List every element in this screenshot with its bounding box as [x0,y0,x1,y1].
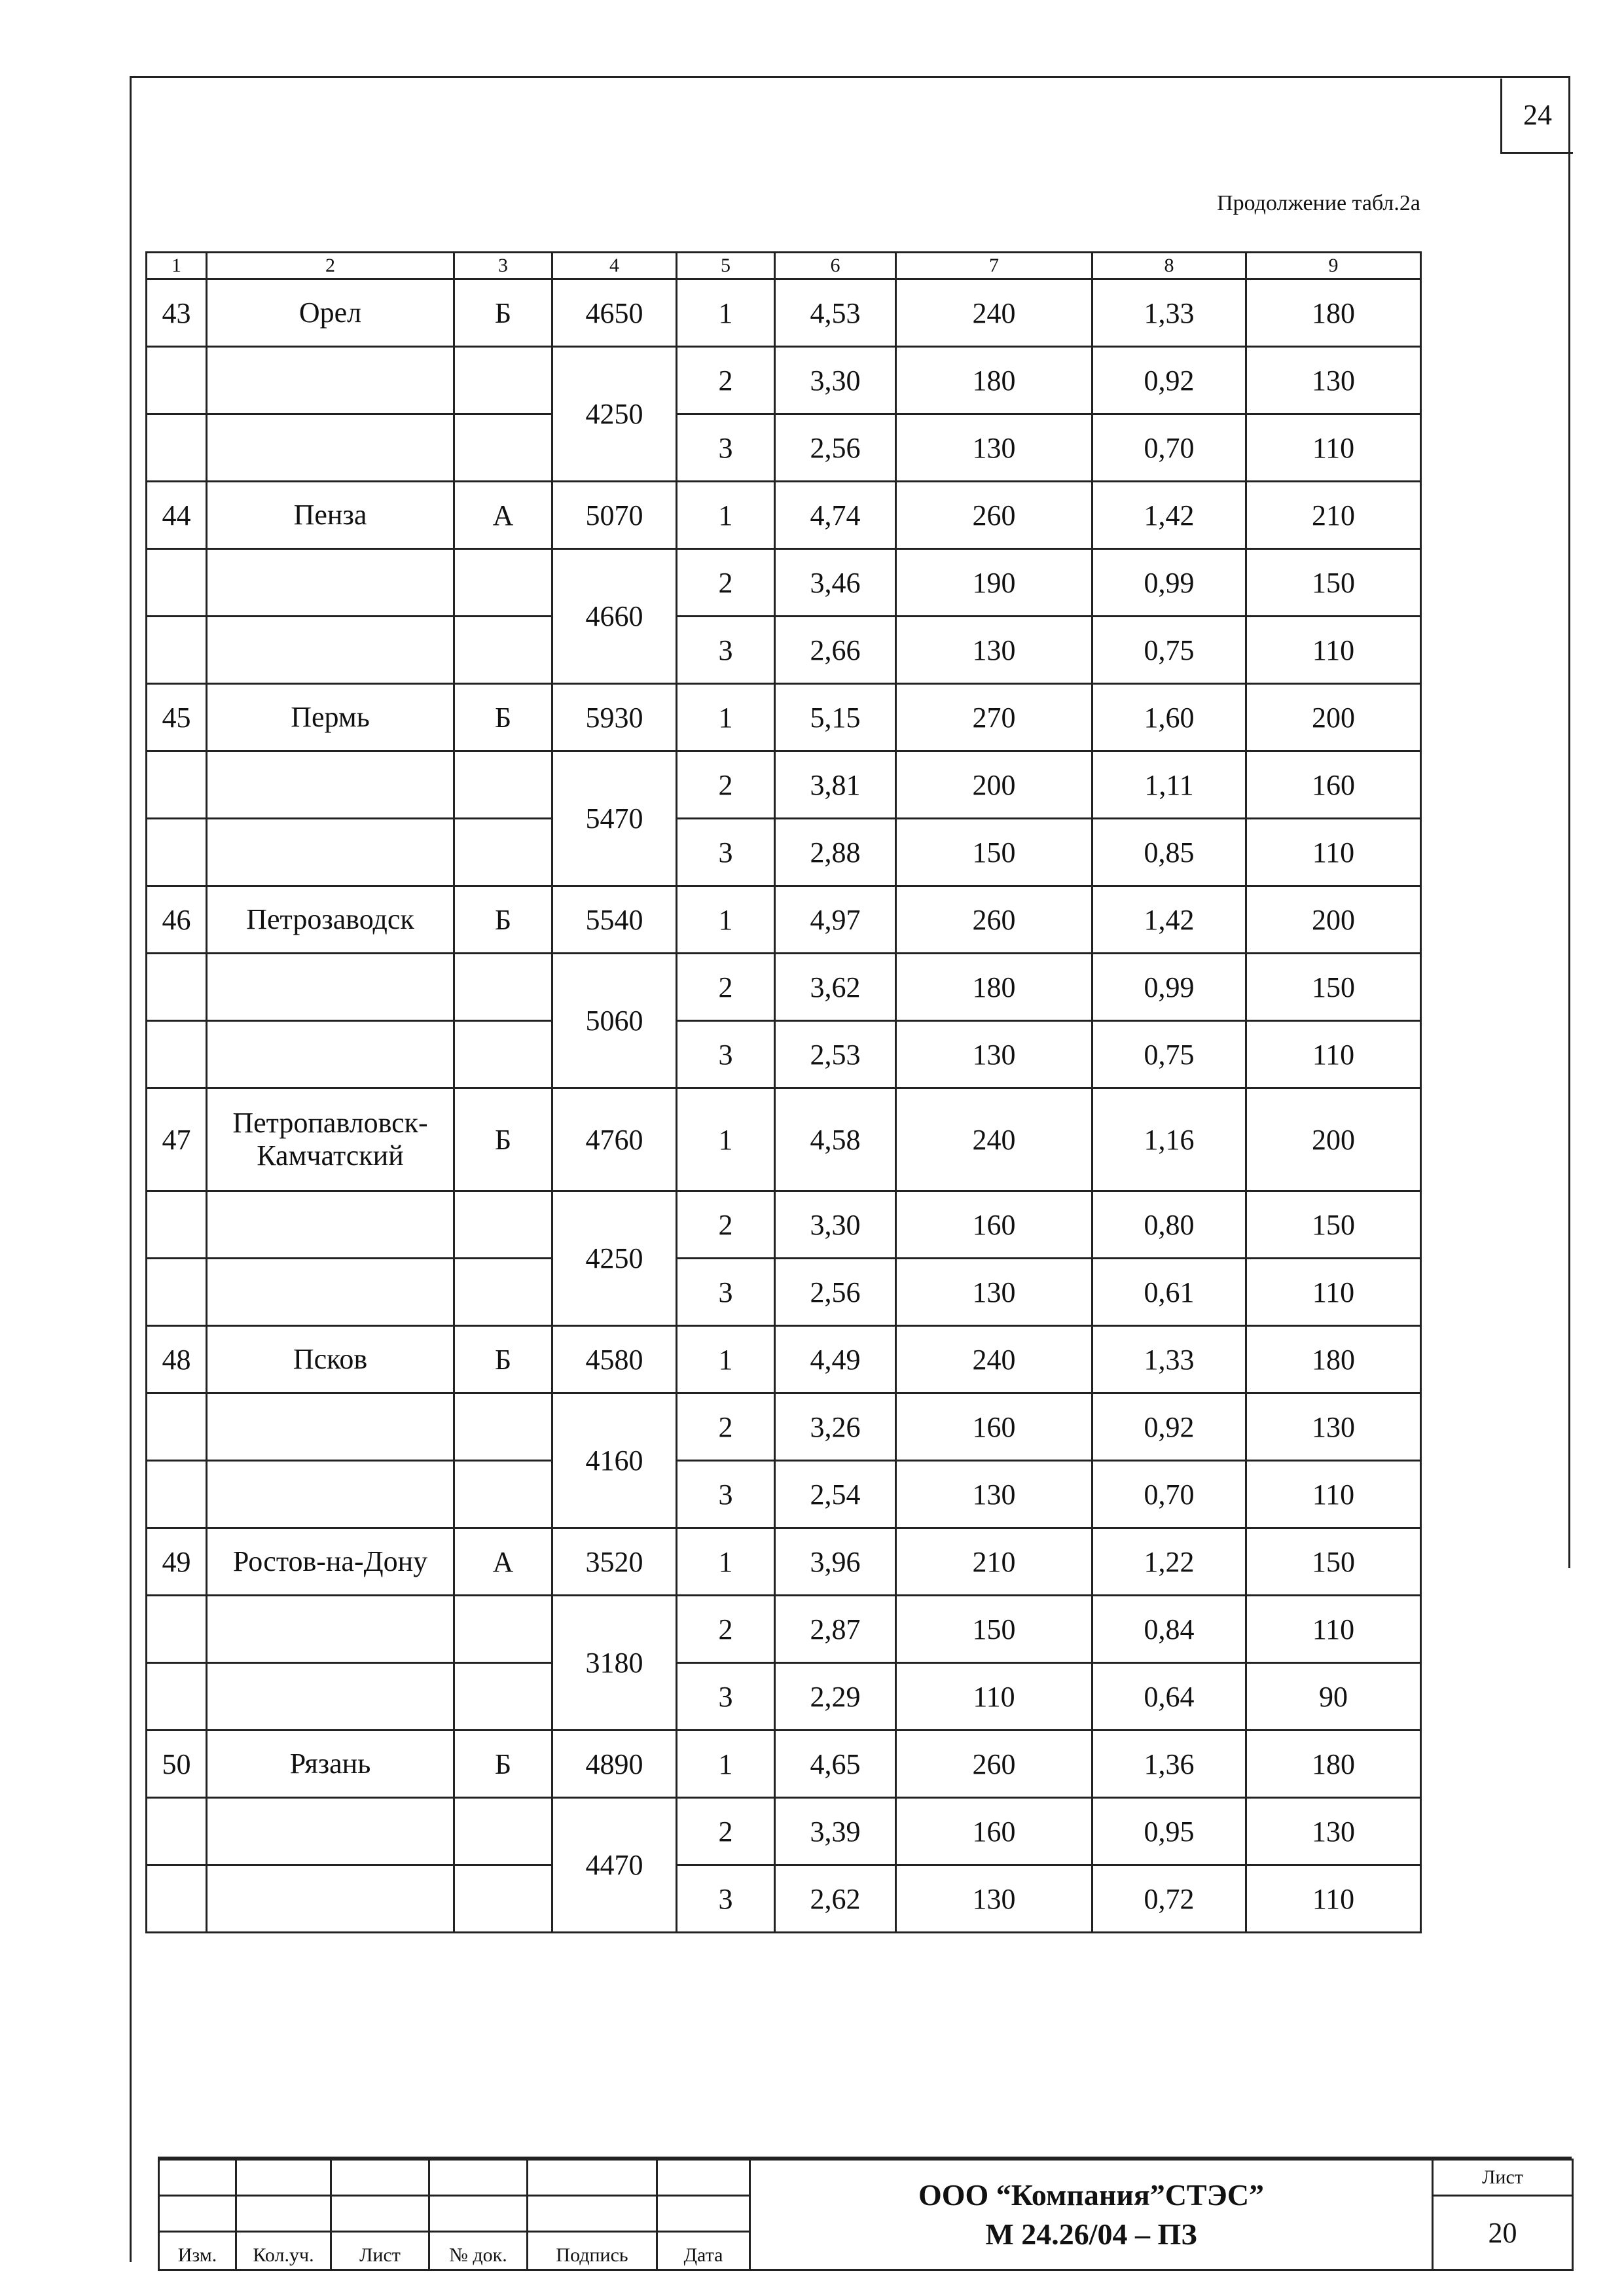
table-row [147,482,1421,549]
cell-col6: 3,39 [775,1798,896,1865]
table-row [147,1393,1421,1461]
cell-col5: 2 [677,549,775,617]
stamp-label-count: Кол.уч. [236,2232,331,2270]
cell-col8: 0,80 [1092,1191,1246,1259]
empty-cell [207,1259,454,1326]
cell-col9: 110 [1246,1596,1421,1663]
value-col4: 3180 [552,1596,677,1731]
cell-col7: 160 [896,1798,1092,1865]
frame-right-line [1568,76,1570,1568]
table-row [147,1326,1421,1393]
cell-col5: 3 [677,1021,775,1088]
cell-col7: 260 [896,886,1092,954]
empty-cell [454,549,552,617]
empty-cell [207,1596,454,1663]
cell-col9: 110 [1246,819,1421,886]
cell-col9: 160 [1246,751,1421,819]
cell-col5: 1 [677,1326,775,1393]
cell-col8: 0,70 [1092,1461,1246,1528]
empty-cell [147,549,207,617]
col-header: 5 [677,253,775,279]
cell-col8: 0,84 [1092,1596,1246,1663]
city-name: Петрозаводск [207,886,454,954]
cell-col7: 130 [896,1259,1092,1326]
cell-col7: 240 [896,279,1092,347]
col-header: 9 [1246,253,1421,279]
cell-col5: 3 [677,1865,775,1933]
table-row [147,549,1421,617]
table-row [147,1528,1421,1596]
empty-cell [147,414,207,482]
empty-cell [454,954,552,1021]
row-number: 44 [147,482,207,549]
col-header: 3 [454,253,552,279]
cell-col5: 2 [677,1393,775,1461]
stamp-cell [159,2160,236,2196]
cell-col6: 2,87 [775,1596,896,1663]
data-table [145,251,1422,1933]
page-number: 24 [1523,99,1552,131]
cell-col6: 2,56 [775,1259,896,1326]
cell-col9: 110 [1246,414,1421,482]
empty-cell [454,1461,552,1528]
table-row [147,954,1421,1021]
empty-cell [207,1865,454,1933]
value-col4: 5060 [552,954,677,1088]
cell-col9: 150 [1246,1528,1421,1596]
zone: Б [454,279,552,347]
cell-col8: 1,42 [1092,886,1246,954]
value-col4: 4890 [552,1731,677,1798]
stamp-cell [236,2196,331,2232]
cell-col9: 150 [1246,954,1421,1021]
cell-col8: 1,11 [1092,751,1246,819]
zone: Б [454,1731,552,1798]
col-header: 4 [552,253,677,279]
cell-col7: 180 [896,954,1092,1021]
cell-col5: 2 [677,751,775,819]
cell-col7: 180 [896,347,1092,414]
empty-cell [454,1663,552,1731]
cell-col6: 2,53 [775,1021,896,1088]
table-row [147,751,1421,819]
cell-col5: 1 [677,1088,775,1191]
cell-col6: 2,66 [775,617,896,684]
empty-cell [147,347,207,414]
cell-col5: 2 [677,347,775,414]
sheet-number: 20 [1433,2196,1573,2270]
cell-col8: 0,85 [1092,819,1246,886]
cell-col6: 3,81 [775,751,896,819]
cell-col7: 150 [896,1596,1092,1663]
empty-cell [454,819,552,886]
frame-left-line [130,76,132,2262]
table-row [147,1259,1421,1326]
cell-col9: 110 [1246,1865,1421,1933]
empty-cell [147,617,207,684]
value-col4: 5930 [552,684,677,751]
empty-cell [147,1393,207,1461]
cell-col8: 0,75 [1092,1021,1246,1088]
doc-code: М 24.26/04 – ПЗ [985,2217,1197,2251]
empty-cell [147,1865,207,1933]
cell-col5: 3 [677,1663,775,1731]
cell-col6: 3,26 [775,1393,896,1461]
cell-col8: 0,70 [1092,414,1246,482]
cell-col6: 3,30 [775,347,896,414]
value-col4: 4250 [552,347,677,482]
cell-col9: 110 [1246,617,1421,684]
city-name: Псков [207,1326,454,1393]
cell-col7: 240 [896,1326,1092,1393]
cell-col5: 1 [677,684,775,751]
zone: А [454,1528,552,1596]
cell-col5: 3 [677,819,775,886]
cell-col6: 2,88 [775,819,896,886]
cell-col8: 0,95 [1092,1798,1246,1865]
city-name: Петропавловск-Камчатский [207,1088,454,1191]
empty-cell [454,1596,552,1663]
table-row [147,1663,1421,1731]
cell-col5: 2 [677,1798,775,1865]
value-col4: 3520 [552,1528,677,1596]
cell-col9: 130 [1246,347,1421,414]
cell-col7: 160 [896,1191,1092,1259]
empty-cell [207,1021,454,1088]
cell-col7: 130 [896,414,1092,482]
empty-cell [147,819,207,886]
value-col4: 4580 [552,1326,677,1393]
cell-col6: 2,62 [775,1865,896,1933]
empty-cell [207,414,454,482]
empty-cell [207,751,454,819]
city-name: Пермь [207,684,454,751]
cell-col6: 2,29 [775,1663,896,1731]
col-header: 2 [207,253,454,279]
value-col4: 5540 [552,886,677,954]
zone: Б [454,1088,552,1191]
cell-col9: 200 [1246,886,1421,954]
cell-col8: 1,33 [1092,279,1246,347]
empty-cell [454,1191,552,1259]
empty-cell [207,1461,454,1528]
empty-cell [207,1663,454,1731]
empty-cell [207,954,454,1021]
cell-col9: 180 [1246,1731,1421,1798]
cell-col7: 270 [896,684,1092,751]
table-row [147,617,1421,684]
stamp-cell [236,2160,331,2196]
cell-col6: 3,62 [775,954,896,1021]
city-name: Орел [207,279,454,347]
empty-cell [454,1865,552,1933]
empty-cell [147,751,207,819]
value-col4: 4250 [552,1191,677,1326]
cell-col9: 210 [1246,482,1421,549]
empty-cell [147,1191,207,1259]
row-number: 50 [147,1731,207,1798]
frame-top-line [130,76,1570,78]
cell-col8: 0,99 [1092,549,1246,617]
cell-col8: 0,92 [1092,347,1246,414]
stamp-cell [429,2160,528,2196]
zone: Б [454,1326,552,1393]
value-col4: 4470 [552,1798,677,1933]
cell-col6: 4,97 [775,886,896,954]
row-number: 47 [147,1088,207,1191]
stamp-label-sheet: Лист [331,2232,429,2270]
stamp-label-signature: Подпись [528,2232,657,2270]
cell-col7: 110 [896,1663,1092,1731]
empty-cell [147,1021,207,1088]
title-block [158,2159,1574,2271]
cell-col9: 150 [1246,1191,1421,1259]
empty-cell [147,1461,207,1528]
value-col4: 4760 [552,1088,677,1191]
cell-col7: 210 [896,1528,1092,1596]
value-col4: 4160 [552,1393,677,1528]
city-name: Рязань [207,1731,454,1798]
cell-col5: 3 [677,414,775,482]
zone: Б [454,684,552,751]
cell-col8: 0,99 [1092,954,1246,1021]
empty-cell [147,1259,207,1326]
empty-cell [454,1259,552,1326]
table-row [147,886,1421,954]
table-row [147,1191,1421,1259]
cell-col6: 4,58 [775,1088,896,1191]
cell-col6: 5,15 [775,684,896,751]
table-row [147,1596,1421,1663]
header-row [147,253,1421,279]
cell-col8: 0,61 [1092,1259,1246,1326]
empty-cell [147,1596,207,1663]
cell-col8: 0,92 [1092,1393,1246,1461]
empty-cell [207,617,454,684]
cell-col7: 200 [896,751,1092,819]
empty-cell [207,1191,454,1259]
value-col4: 5070 [552,482,677,549]
table-row [147,1798,1421,1865]
stamp-cell [159,2196,236,2232]
stamp-cell [528,2160,657,2196]
cell-col6: 4,49 [775,1326,896,1393]
stamp-cell [429,2196,528,2232]
cell-col7: 260 [896,1731,1092,1798]
cell-col5: 1 [677,1528,775,1596]
cell-col5: 3 [677,1461,775,1528]
cell-col9: 130 [1246,1393,1421,1461]
cell-col7: 130 [896,1461,1092,1528]
cell-col9: 90 [1246,1663,1421,1731]
cell-col8: 1,36 [1092,1731,1246,1798]
cell-col6: 3,46 [775,549,896,617]
empty-cell [147,1798,207,1865]
page-number-box [1500,79,1573,154]
table-row [147,1088,1421,1191]
col-header: 8 [1092,253,1246,279]
cell-col7: 130 [896,1021,1092,1088]
cell-col7: 260 [896,482,1092,549]
value-col4: 4650 [552,279,677,347]
cell-col7: 130 [896,617,1092,684]
cell-col8: 0,64 [1092,1663,1246,1731]
stamp-label-change: Изм. [159,2232,236,2270]
value-col4: 4660 [552,549,677,684]
cell-col9: 110 [1246,1259,1421,1326]
cell-col8: 0,75 [1092,617,1246,684]
cell-col7: 150 [896,819,1092,886]
cell-col8: 1,42 [1092,482,1246,549]
cell-col5: 1 [677,1731,775,1798]
row-number: 43 [147,279,207,347]
cell-col5: 1 [677,482,775,549]
table-row [147,1865,1421,1933]
cell-col5: 3 [677,1259,775,1326]
empty-cell [454,414,552,482]
table-row [147,1021,1421,1088]
empty-cell [207,347,454,414]
empty-cell [207,819,454,886]
empty-cell [454,751,552,819]
empty-cell [454,347,552,414]
city-name: Пенза [207,482,454,549]
col-header: 6 [775,253,896,279]
cell-col5: 2 [677,1191,775,1259]
table-caption: Продолжение табл.2а [1217,191,1420,215]
empty-cell [147,954,207,1021]
stamp-label-date: Дата [657,2232,750,2270]
cell-col8: 1,16 [1092,1088,1246,1191]
cell-col6: 4,65 [775,1731,896,1798]
empty-cell [454,617,552,684]
cell-col7: 240 [896,1088,1092,1191]
zone: А [454,482,552,549]
empty-cell [454,1798,552,1865]
cell-col6: 4,53 [775,279,896,347]
row-number: 49 [147,1528,207,1596]
stamp-cell [331,2160,429,2196]
stamp-cell [657,2196,750,2232]
row-number: 48 [147,1326,207,1393]
cell-col8: 1,60 [1092,684,1246,751]
cell-col9: 130 [1246,1798,1421,1865]
cell-col8: 1,22 [1092,1528,1246,1596]
col-header: 1 [147,253,207,279]
cell-col6: 3,30 [775,1191,896,1259]
cell-col9: 180 [1246,1326,1421,1393]
value-col4: 5470 [552,751,677,886]
row-number: 45 [147,684,207,751]
stamp-cell [657,2160,750,2196]
table-row [147,279,1421,347]
table-row [147,1461,1421,1528]
table-row [147,1731,1421,1798]
stamp-label-docnum: № док. [429,2232,528,2270]
stamp-organization [750,2160,1433,2270]
cell-col7: 130 [896,1865,1092,1933]
stamp-cell [528,2196,657,2232]
cell-col6: 3,96 [775,1528,896,1596]
cell-col9: 150 [1246,549,1421,617]
empty-cell [207,549,454,617]
cell-col7: 160 [896,1393,1092,1461]
city-name: Ростов-на-Дону [207,1528,454,1596]
cell-col6: 2,56 [775,414,896,482]
empty-cell [207,1393,454,1461]
cell-col9: 200 [1246,1088,1421,1191]
table-row [147,684,1421,751]
cell-col5: 2 [677,954,775,1021]
cell-col5: 1 [677,886,775,954]
cell-col8: 0,72 [1092,1865,1246,1933]
empty-cell [207,1798,454,1865]
empty-cell [147,1663,207,1731]
empty-cell [454,1021,552,1088]
table-row [147,347,1421,414]
cell-col5: 1 [677,279,775,347]
table-row [147,819,1421,886]
cell-col8: 1,33 [1092,1326,1246,1393]
org-name: ООО “Компания”СТЭС” [918,2178,1265,2212]
row-number: 46 [147,886,207,954]
cell-col5: 2 [677,1596,775,1663]
cell-col6: 4,74 [775,482,896,549]
cell-col6: 2,54 [775,1461,896,1528]
table-row [147,414,1421,482]
col-header: 7 [896,253,1092,279]
cell-col9: 180 [1246,279,1421,347]
sheet-label: Лист [1433,2160,1573,2196]
cell-col5: 3 [677,617,775,684]
stamp-cell [331,2196,429,2232]
cell-col9: 200 [1246,684,1421,751]
zone: Б [454,886,552,954]
cell-col9: 110 [1246,1461,1421,1528]
cell-col7: 190 [896,549,1092,617]
empty-cell [454,1393,552,1461]
cell-col9: 110 [1246,1021,1421,1088]
